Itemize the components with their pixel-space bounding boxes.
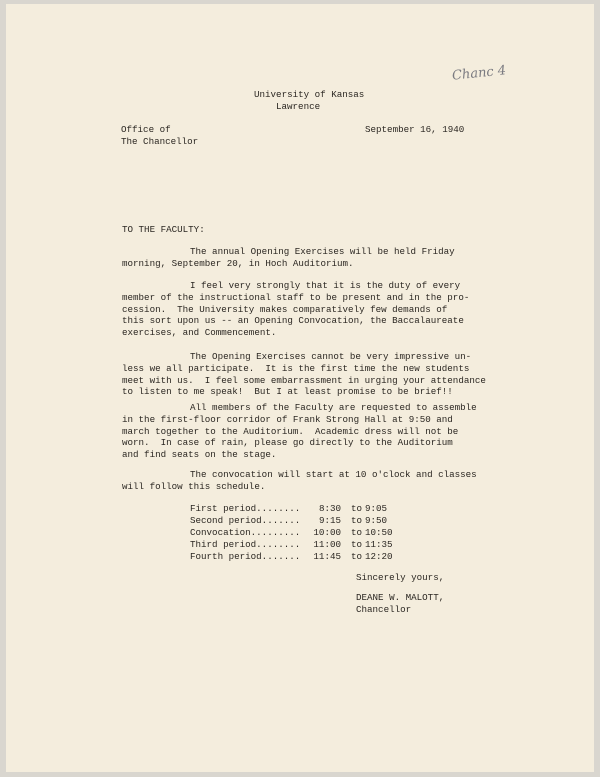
end-time: 9:50 (365, 515, 388, 526)
line: will follow this schedule. (122, 480, 266, 492)
to-text: to (351, 515, 363, 526)
to-text: to (351, 551, 363, 562)
period-label: First period........ (190, 503, 301, 514)
line: The annual Opening Exercises will be held Friday (190, 246, 455, 257)
line: worn. In case of rain, please go directly to the Auditorium (122, 437, 453, 449)
line: meet with us. I feel some embarrassment in urging your attendance (122, 374, 486, 386)
paragraph-3 (122, 351, 542, 398)
line: less we all participate. It is the first time the new students (122, 362, 470, 374)
paragraph-5 (122, 469, 542, 493)
end-time: 12:20 (365, 551, 393, 562)
letterhead-city: Lawrence (276, 101, 321, 112)
line: march together to the Auditorium. Academic dress will not be (122, 425, 459, 437)
closing: Sincerely yours, (356, 572, 445, 583)
line: and find seats on the stage. (122, 449, 277, 461)
schedule-row (190, 515, 420, 527)
line: cession. The University makes comparatively few demands of (122, 303, 448, 315)
line: I feel very strongly that it is the duty of every (190, 280, 461, 291)
end-time: 10:50 (365, 527, 393, 538)
line: this sort upon us -- an Opening Convocation, the Baccalaureate (122, 315, 464, 327)
schedule-row (190, 503, 420, 515)
start-time: 11:45 (313, 551, 341, 562)
schedule-row (190, 551, 420, 563)
line: to listen to me speak! But I at least promise to be brief!! (122, 386, 453, 398)
signer-name: DEANE W. MALOTT, (356, 592, 445, 603)
paragraph-4 (122, 402, 542, 461)
line: in the first-floor corridor of Frank Strong Hall at 9:50 and (122, 413, 453, 425)
office-line1: Office of (121, 124, 171, 135)
line: member of the instructional staff to be present and in the pro- (122, 291, 470, 303)
office-line2: The Chancellor (121, 136, 199, 147)
paragraph-1 (122, 246, 542, 270)
paragraph-2 (122, 280, 542, 339)
start-time: 11:00 (313, 539, 341, 550)
line: The Opening Exercises cannot be very impressive un- (190, 351, 472, 362)
signer-title: Chancellor (356, 604, 412, 615)
handwritten-annotation: Chanc 4 (451, 63, 507, 84)
end-time: 9:05 (365, 503, 388, 514)
period-label: Fourth period....... (190, 551, 301, 562)
start-time: 10:00 (313, 527, 341, 538)
letter-date: September 16, 1940 (365, 124, 465, 135)
period-label: Second period....... (190, 515, 301, 526)
period-label: Convocation......... (190, 527, 301, 538)
to-text: to (351, 503, 363, 514)
end-time: 11:35 (365, 539, 393, 550)
schedule-row (190, 539, 420, 551)
period-label: Third period........ (190, 539, 301, 550)
salutation: TO THE FACULTY: (122, 224, 205, 235)
line: The convocation will start at 10 o'clock and classes (190, 469, 477, 480)
to-text: to (351, 539, 363, 550)
schedule-row (190, 527, 420, 539)
letterhead-university: University of Kansas (254, 89, 365, 100)
line: All members of the Faculty are requested to assemble (190, 402, 477, 413)
line: exercises, and Commencement. (122, 327, 277, 339)
start-time: 8:30 (318, 503, 341, 514)
to-text: to (351, 527, 363, 538)
line: morning, September 20, in Hoch Auditorium. (122, 257, 354, 269)
start-time: 9:15 (318, 515, 341, 526)
